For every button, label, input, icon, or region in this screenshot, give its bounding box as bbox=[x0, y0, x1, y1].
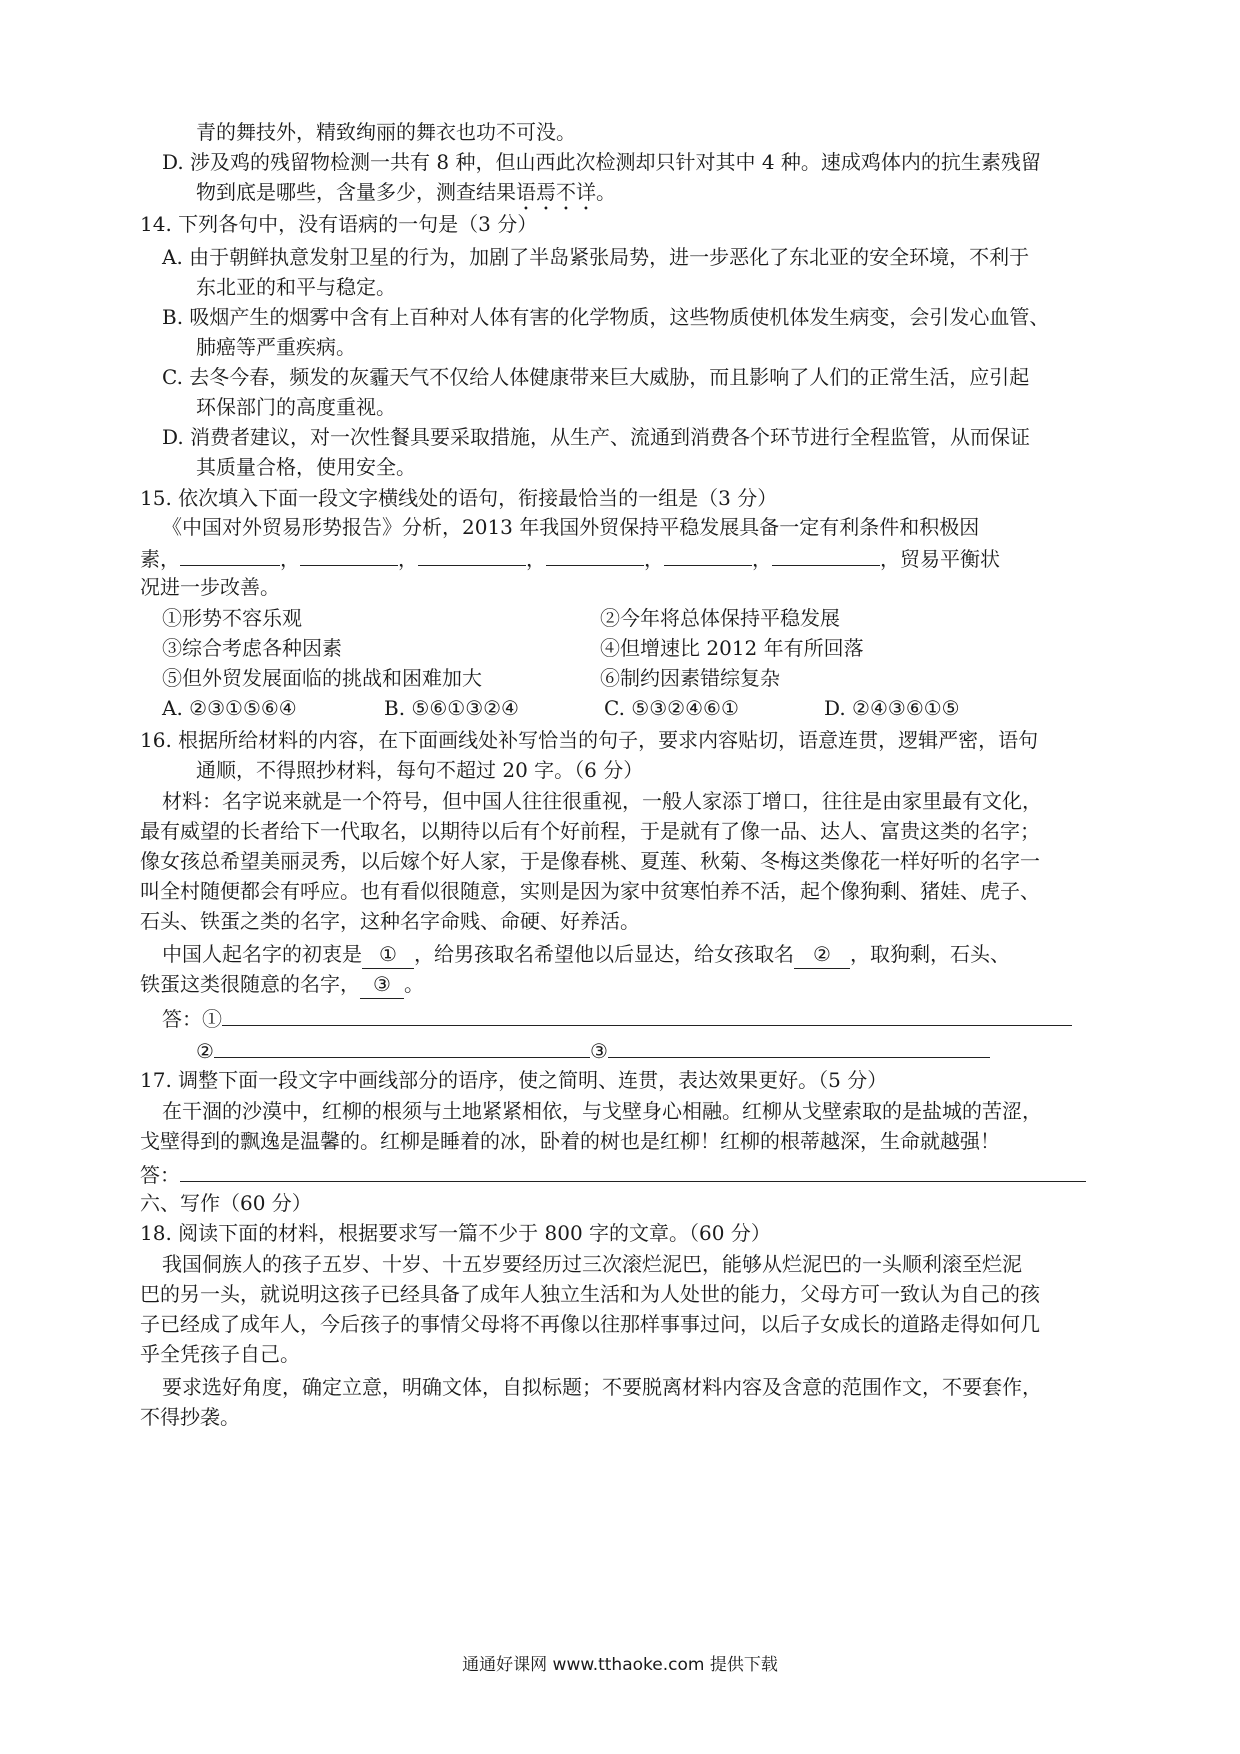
q13-d-line1: D. 涉及鸡的残留物检测一共有 8 种，但山西此次检测却只针对其中 4 种。速成鸡体内的抗生素残留 bbox=[162, 150, 1041, 174]
dotted-phrase: 语焉不详 bbox=[516, 180, 596, 204]
q14-option-c-cont: 环保部门的高度重视。 bbox=[196, 395, 396, 419]
q14-option-d-cont: 其质量合格，使用安全。 bbox=[196, 455, 416, 479]
q16-blank-2[interactable]: ② bbox=[794, 940, 850, 969]
q15-paragraph-line2: 素， ， ， ， ， ， ，贸易平衡状 bbox=[140, 543, 1000, 573]
q18-stem: 18. 阅读下面的材料，根据要求写一篇不少于 800 字的文章。（60 分） bbox=[140, 1221, 771, 1245]
section-6-title: 六、写作（60 分） bbox=[140, 1191, 312, 1215]
q15-stem: 15. 依次填入下面一段文字横线处的语句，衔接最恰当的一组是（3 分） bbox=[140, 486, 778, 510]
q18-material-line1: 我国侗族人的孩子五岁、十岁、十五岁要经历过三次滚烂泥巴，能够从烂泥巴的一头顺利滚至烂泥 bbox=[162, 1252, 1022, 1276]
q15-answer-c: C. ⑤③②④⑥① bbox=[604, 696, 739, 720]
q14-option-d: D. 消费者建议，对一次性餐具要采取措施，从生产、流通到消费各个环节进行全程监管，从而保证 bbox=[162, 425, 1031, 449]
q15-option-6: ⑥制约因素错综复杂 bbox=[600, 666, 780, 690]
q18-requirement-line2: 不得抄袭。 bbox=[140, 1405, 240, 1429]
q16-answer-blank-2[interactable] bbox=[214, 1035, 590, 1058]
q16-answer-blank-1[interactable] bbox=[222, 1003, 1072, 1026]
q15-option-4: ④但增速比 2012 年有所回落 bbox=[600, 636, 864, 660]
q17-paragraph-line1: 在干涸的沙漠中，红柳的根须与土地紧紧相依，与戈壁身心相融。红柳从戈壁索取的是盐城的苦涩， bbox=[162, 1099, 1042, 1123]
page-footer: 通通好课网 www.tthaoke.com 提供下载 bbox=[462, 1655, 778, 1675]
q15-answer-a: A. ②③①⑤⑥④ bbox=[162, 696, 297, 720]
q16-fill-line2: 铁蛋这类很随意的名字， ③ 。 bbox=[140, 970, 424, 999]
q16-material-line5: 石头、铁蛋之类的名字，这种名字命贱、命硬、好养活。 bbox=[140, 909, 640, 933]
q15-blank-1[interactable] bbox=[180, 543, 280, 566]
q15-answer-b: B. ⑤⑥①③②④ bbox=[384, 696, 519, 720]
q14-option-a-cont: 东北亚的和平与稳定。 bbox=[196, 275, 396, 299]
q15-blank-5[interactable] bbox=[664, 543, 752, 566]
q16-blank-3[interactable]: ③ bbox=[360, 970, 404, 999]
q14-option-c: C. 去冬今春，频发的灰霾天气不仅给人体健康带来巨大威胁，而且影响了人们的正常生活，应引起 bbox=[162, 365, 1030, 389]
q18-material-line3: 子已经成了成年人，今后孩子的事情父母将不再像以往那样事事过问，以后子女成长的道路走得如何几 bbox=[140, 1312, 1040, 1336]
q16-stem-cont: 通顺，不得照抄材料，每句不超过 20 字。（6 分） bbox=[196, 758, 644, 782]
q17-paragraph-line2: 戈壁得到的飘逸是温馨的。红柳是睡着的冰，卧着的树也是红柳！红柳的根蒂越深，生命就越强！ bbox=[140, 1129, 1000, 1153]
q15-answer-d: D. ②④③⑥①⑤ bbox=[824, 696, 960, 720]
q14-stem: 14. 下列各句中，没有语病的一句是（3 分） bbox=[140, 212, 538, 236]
q15-paragraph-line3: 况进一步改善。 bbox=[140, 575, 280, 599]
q15-blank-4[interactable] bbox=[546, 543, 644, 566]
q16-material-line3: 像女孩总希望美丽灵秀，以后嫁个好人家，于是像春桃、夏莲、秋菊、冬梅这类像花一样好听的名字一 bbox=[140, 849, 1040, 873]
q17-answer-line: 答： bbox=[140, 1159, 1086, 1189]
q18-material-line4: 乎全凭孩子自己。 bbox=[140, 1342, 300, 1366]
q16-stem: 16. 根据所给材料的内容，在下面画线处补写恰当的句子，要求内容贴切，语意连贯，逻辑严密，语句 bbox=[140, 728, 1039, 752]
q14-option-a: A. 由于朝鲜执意发射卫星的行为，加剧了半岛紧张局势，进一步恶化了东北亚的安全环境，不利于 bbox=[162, 245, 1030, 269]
q16-blank-1[interactable]: ① bbox=[362, 940, 414, 969]
q16-answer-line1: 答：① bbox=[162, 1003, 1072, 1033]
q14-option-b-cont: 肺癌等严重疾病。 bbox=[196, 335, 356, 359]
q16-fill-line1: 中国人起名字的初衷是 ① ，给男孩取名希望他以后显达，给女孩取名 ② ，取狗剩，石头、 bbox=[162, 940, 1010, 969]
q16-answer-blank-3[interactable] bbox=[608, 1035, 990, 1058]
q15-option-2: ②今年将总体保持平稳发展 bbox=[600, 606, 840, 630]
q16-material-line1: 材料：名字说来就是一个符号，但中国人往往很重视，一般人家添丁增口，往往是由家里最有文化， bbox=[162, 789, 1042, 813]
q16-material-line4: 叫全村随便都会有呼应。也有看似很随意，实则是因为家中贫寒怕养不活，起个像狗剩、猪娃、虎子、 bbox=[140, 879, 1040, 903]
q17-stem: 17. 调整下面一段文字中画线部分的语序，使之简明、连贯，表达效果更好。（5 分） bbox=[140, 1068, 888, 1092]
q15-blank-6[interactable] bbox=[772, 543, 880, 566]
q14-option-b: B. 吸烟产生的烟雾中含有上百种对人体有害的化学物质，这些物质使机体发生病变，会引发心血管、 bbox=[162, 305, 1050, 329]
q13-c-continuation: 青的舞技外，精致绚丽的舞衣也功不可没。 bbox=[196, 120, 576, 144]
q18-requirement-line1: 要求选好角度，确定立意，明确文体，自拟标题；不要脱离材料内容及含意的范围作文，不要套作， bbox=[162, 1375, 1042, 1399]
q15-blank-2[interactable] bbox=[300, 543, 398, 566]
q15-option-3: ③综合考虑各种因素 bbox=[162, 636, 342, 660]
q15-option-1: ①形势不容乐观 bbox=[162, 606, 302, 630]
q15-blank-3[interactable] bbox=[418, 543, 526, 566]
q15-option-5: ⑤但外贸发展面临的挑战和困难加大 bbox=[162, 666, 482, 690]
q13-d-line2: 物到底是哪些，含量多少，测查结果语焉不详。 bbox=[196, 180, 616, 204]
q16-material-line2: 最有威望的长者给下一代取名，以期待以后有个好前程，于是就有了像一品、达人、富贵这类的名字； bbox=[140, 819, 1040, 843]
q16-answer-line2: ② ③ bbox=[196, 1035, 990, 1065]
q18-material-line2: 巴的另一头，就说明这孩子已经具备了成年人独立生活和为人处世的能力，父母方可一致认为自己的孩 bbox=[140, 1282, 1040, 1306]
q17-answer-blank[interactable] bbox=[180, 1159, 1086, 1182]
q15-paragraph-line1: 《中国对外贸易形势报告》分析，2013 年我国外贸保持平稳发展具备一定有利条件和积极因 bbox=[162, 515, 980, 539]
